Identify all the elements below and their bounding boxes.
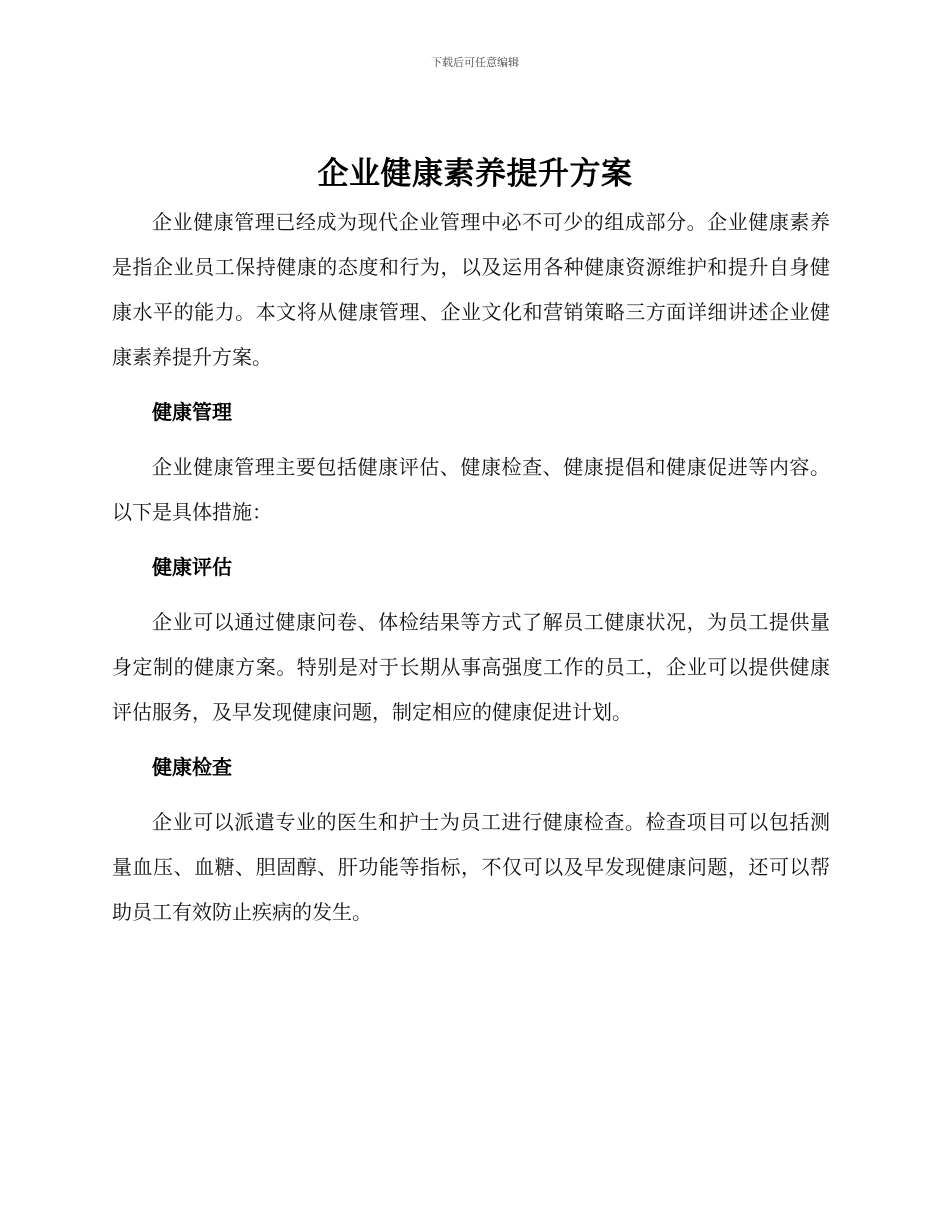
health-assessment-paragraph: 企业可以通过健康问卷、体检结果等方式了解员工健康状况，为员工提供量身定制的健康方案。特别是对于长期从事高强度工作的员工，企业可以提供健康评估服务，及早发现健康问题，制定相应的健康促进计划。 bbox=[112, 610, 830, 724]
document-body bbox=[112, 200, 830, 935]
spacer bbox=[112, 435, 830, 445]
section-heading-health-check: 健康检查 bbox=[152, 755, 232, 779]
health-check-paragraph: 企业可以派遣专业的医生和护士为员工进行健康检查。检查项目可以包括测量血压、血糖、胆固醇、肝功能等指标，不仅可以及早发现健康问题，还可以帮助员工有效防止疾病的发生。 bbox=[112, 810, 830, 924]
section-heading-health-assessment: 健康评估 bbox=[152, 555, 232, 579]
spacer bbox=[112, 590, 830, 600]
spacer bbox=[112, 380, 830, 390]
section-heading-health-management: 健康管理 bbox=[152, 400, 232, 424]
health-management-paragraph: 企业健康管理主要包括健康评估、健康检查、健康提倡和健康促进等内容。以下是具体措施： bbox=[112, 455, 830, 524]
document-title: 企业健康素养提升方案 bbox=[317, 156, 633, 192]
spacer bbox=[112, 790, 830, 800]
header-note: 下载后可任意编辑 bbox=[431, 56, 519, 69]
spacer bbox=[112, 735, 830, 745]
spacer bbox=[112, 535, 830, 545]
intro-paragraph: 企业健康管理已经成为现代企业管理中必不可少的组成部分。企业健康素养是指企业员工保持健康的态度和行为，以及运用各种健康资源维护和提升自身健康水平的能力。本文将从健康管理、企业文化和营销策略三方面详细讲述企业健康素养提升方案。 bbox=[112, 210, 830, 369]
